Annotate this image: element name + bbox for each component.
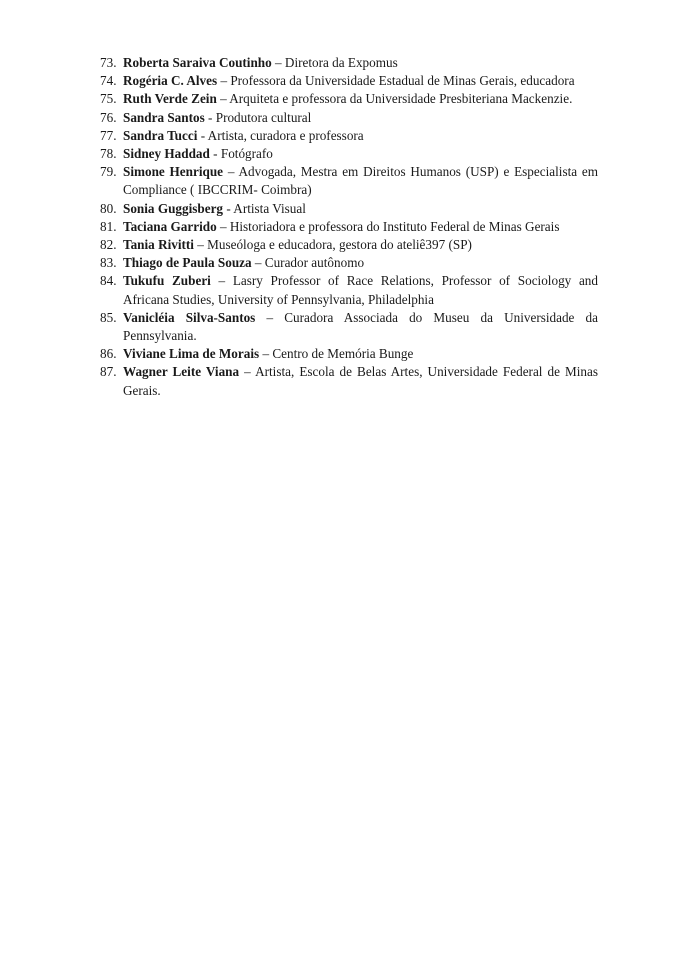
item-name: Taciana Garrido bbox=[123, 218, 217, 234]
list-item bbox=[100, 72, 598, 90]
item-name: Vanicléia Silva-Santos bbox=[123, 309, 256, 325]
item-name: Ruth Verde Zein bbox=[123, 91, 217, 107]
item-number: 82. bbox=[100, 237, 117, 253]
item-separator: – bbox=[216, 91, 230, 107]
item-description: Historiadora e professora do Instituto Federal de Minas Gerais bbox=[229, 218, 560, 234]
item-content bbox=[123, 309, 598, 345]
item-separator: - bbox=[223, 200, 234, 216]
list-item bbox=[100, 345, 598, 363]
item-description: Artista Visual bbox=[233, 200, 306, 216]
item-content bbox=[123, 109, 598, 127]
item-description: Professora da Universidade Estadual de Minas Gerais, educadora bbox=[230, 73, 575, 89]
item-separator: – bbox=[216, 218, 230, 234]
item-number: 85. bbox=[100, 309, 117, 325]
item-separator: – bbox=[193, 237, 208, 253]
list-item bbox=[100, 145, 598, 163]
list-item bbox=[100, 127, 598, 145]
item-name: Tukufu Zuberi bbox=[123, 273, 211, 289]
item-separator: – bbox=[255, 309, 285, 325]
item-description: Lasry Professor of Race Relations, Professor of Sociology and Africana Studies, University of Pennsylvania, Philadelphia bbox=[123, 273, 598, 307]
item-number: 77. bbox=[100, 127, 117, 143]
item-name: Thiago de Paula Souza bbox=[123, 255, 252, 271]
item-separator: – bbox=[271, 55, 285, 70]
item-separator: - bbox=[197, 127, 208, 143]
item-name: Sandra Santos bbox=[123, 109, 205, 125]
item-separator: – bbox=[223, 164, 239, 180]
list-item bbox=[100, 109, 598, 127]
item-content bbox=[123, 236, 598, 254]
item-name: Viviane Lima de Morais bbox=[123, 346, 260, 362]
item-number: 74. bbox=[100, 73, 117, 89]
item-number: 79. bbox=[100, 164, 117, 180]
item-content bbox=[123, 145, 598, 163]
item-number: 76. bbox=[100, 109, 117, 125]
item-description: Advogada, Mestra em Direitos Humanos (USP) e Especialista em Compliance ( IBCCRIM- Coimbra) bbox=[123, 164, 598, 198]
item-separator: - bbox=[204, 109, 216, 125]
item-description: Curador autônomo bbox=[264, 255, 365, 271]
item-description: Centro de Memória Bunge bbox=[272, 346, 414, 362]
item-separator: – bbox=[210, 273, 233, 289]
item-content bbox=[123, 345, 598, 363]
list-item bbox=[100, 363, 598, 399]
item-content bbox=[123, 54, 598, 72]
list-item bbox=[100, 272, 598, 308]
item-description: Museóloga e educadora, gestora do ateliê397 (SP) bbox=[207, 237, 472, 253]
item-name: Sonia Guggisberg bbox=[123, 200, 224, 216]
list-item bbox=[100, 54, 598, 72]
item-content bbox=[123, 163, 598, 199]
item-separator: – bbox=[239, 364, 256, 380]
item-separator: - bbox=[209, 146, 221, 162]
item-name: Sidney Haddad bbox=[123, 146, 210, 162]
item-separator: – bbox=[259, 346, 273, 362]
item-name: Simone Henrique bbox=[123, 164, 224, 180]
item-number: 86. bbox=[100, 346, 117, 362]
item-number: 78. bbox=[100, 146, 117, 162]
list-item bbox=[100, 90, 598, 108]
item-description: Produtora cultural bbox=[215, 109, 312, 125]
list-item bbox=[100, 218, 598, 236]
item-name: Wagner Leite Viana bbox=[123, 364, 240, 380]
list-item bbox=[100, 254, 598, 272]
item-description: Curadora Associada do Museu da Universidade da Pennsylvania. bbox=[123, 309, 599, 344]
list-item bbox=[100, 163, 598, 199]
item-number: 73. bbox=[100, 55, 117, 70]
item-number: 87. bbox=[100, 364, 117, 380]
item-name: Rogéria C. Alves bbox=[123, 73, 218, 89]
item-number: 81. bbox=[100, 218, 117, 234]
item-name: Roberta Saraiva Coutinho bbox=[123, 55, 272, 70]
item-content bbox=[123, 72, 598, 90]
signatory-list bbox=[100, 54, 598, 400]
item-number: 84. bbox=[100, 273, 117, 289]
list-item bbox=[100, 200, 598, 218]
item-content bbox=[123, 272, 598, 308]
item-description: Arquiteta e professora da Universidade Presbiteriana Mackenzie. bbox=[229, 91, 573, 107]
list-item bbox=[100, 236, 598, 254]
list-item bbox=[100, 309, 598, 345]
item-number: 75. bbox=[100, 91, 117, 107]
item-content bbox=[123, 218, 598, 236]
item-name: Sandra Tucci bbox=[123, 127, 198, 143]
item-description: Fotógrafo bbox=[220, 146, 273, 162]
item-content bbox=[123, 363, 598, 399]
item-content bbox=[123, 254, 598, 272]
item-description: Artista, Escola de Belas Artes, Universidade Federal de Minas Gerais. bbox=[123, 364, 598, 398]
item-name: Tania Rivitti bbox=[123, 237, 194, 253]
item-content bbox=[123, 90, 598, 108]
item-number: 80. bbox=[100, 200, 117, 216]
item-description: Diretora da Expomus bbox=[284, 55, 398, 70]
item-content bbox=[123, 200, 598, 218]
item-separator: – bbox=[251, 255, 265, 271]
item-content bbox=[123, 127, 598, 145]
item-description: Artista, curadora e professora bbox=[207, 127, 364, 143]
item-separator: – bbox=[217, 73, 231, 89]
item-number: 83. bbox=[100, 255, 117, 271]
